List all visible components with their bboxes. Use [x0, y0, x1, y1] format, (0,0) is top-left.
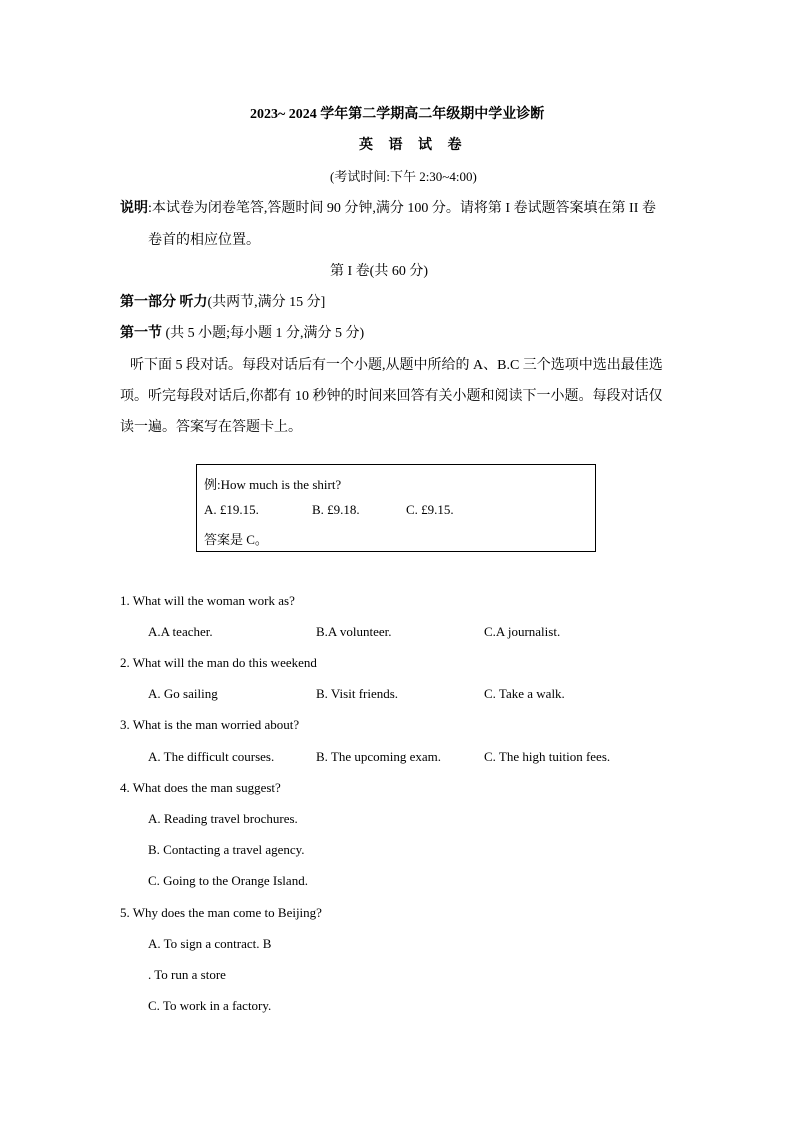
- question-2-option-c: C. Take a walk.: [484, 686, 565, 701]
- question-2-option-a: A. Go sailing: [148, 686, 218, 701]
- question-2-stem: 2. What will the man do this weekend: [120, 655, 317, 670]
- question-1-option-a: A.A teacher.: [148, 624, 213, 639]
- question-5-stem: 5. Why does the man come to Beijing?: [120, 905, 322, 920]
- question-1-option-c: C.A journalist.: [484, 624, 561, 639]
- question-5-option-b: . To run a store: [148, 967, 226, 982]
- instructions-line1: [120, 197, 656, 217]
- example-answer: 答案是 C。: [204, 532, 268, 547]
- question-4-option-a: A. Reading travel brochures.: [148, 811, 298, 826]
- question-2-option-b: B. Visit friends.: [316, 686, 399, 701]
- part1-heading-rest: (共两节,满分 15 分]: [207, 295, 326, 310]
- question-5-option-c: C. To work in a factory.: [148, 998, 272, 1013]
- question-3-option-b: B. The upcoming exam.: [316, 749, 442, 764]
- instructions-line2: 卷首的相应位置。: [148, 233, 260, 248]
- section1-intro-line2: 项。听完每段对话后,你都有 10 秒钟的时间来回答有关小题和阅读下一小题。每段对话仅: [120, 389, 663, 404]
- question-3-option-c: C. The high tuition fees.: [484, 749, 611, 764]
- part1-heading-bold: 第一部分 听力: [120, 295, 208, 310]
- subject-title: 英 语 试 卷: [359, 138, 468, 153]
- question-3-option-a: A. The difficult courses.: [148, 749, 275, 764]
- example-option-a: A. £19.15.: [204, 502, 259, 517]
- section1-heading-bold: 第一节: [120, 326, 162, 341]
- question-3-stem: 3. What is the man worried about?: [120, 717, 300, 732]
- part1-heading: [120, 291, 325, 311]
- section1-heading-rest: (共 5 小题;每小题 1 分,满分 5 分): [162, 326, 365, 341]
- exam-time: (考试时间:下午 2:30~4:00): [330, 169, 477, 184]
- example-option-c: C. £9.15.: [406, 502, 454, 517]
- section1-heading: [120, 322, 364, 342]
- example-box: [196, 464, 596, 552]
- instructions-text1: :本试卷为闭卷笔答,答题时间 90 分钟,满分 100 分。请将第 I 卷试题答案填在第 II 卷: [148, 201, 656, 216]
- example-option-b: B. £9.18.: [312, 502, 360, 517]
- question-4-option-b: B. Contacting a travel agency.: [148, 842, 305, 857]
- exam-title: 2023~ 2024 学年第二学期高二年级期中学业诊断: [250, 107, 545, 122]
- instructions-label: 说明: [120, 201, 148, 216]
- volume-heading: 第 I 卷(共 60 分): [330, 264, 428, 279]
- example-question: 例:How much is the shirt?: [204, 477, 342, 492]
- question-4-option-c: C. Going to the Orange Island.: [148, 873, 308, 888]
- question-1-stem: 1. What will the woman work as?: [120, 593, 295, 608]
- section1-intro-line3: 读一遍。答案写在答题卡上。: [120, 420, 302, 435]
- section1-intro-line1: 听下面 5 段对话。每段对话后有一个小题,从题中所给的 A、B.C 三个选项中选出最佳选: [130, 358, 663, 373]
- question-5-option-a: A. To sign a contract. B: [148, 936, 272, 951]
- question-1-option-b: B.A volunteer.: [316, 624, 392, 639]
- question-4-stem: 4. What does the man suggest?: [120, 780, 281, 795]
